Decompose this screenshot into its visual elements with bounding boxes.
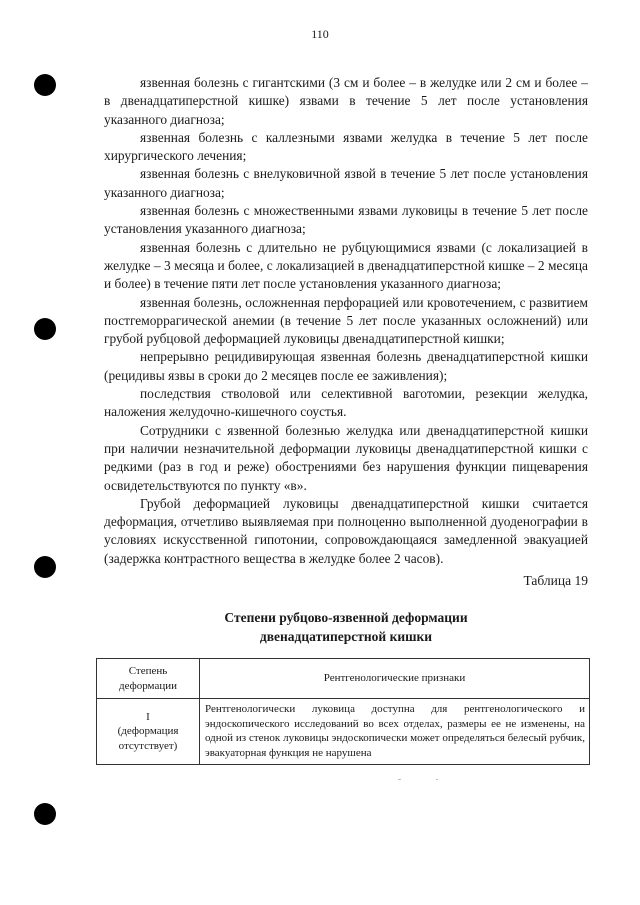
paragraph: язвенная болезнь с множественными язвами луковицы в течение 5 лет после установления указанного диагноза; (104, 203, 588, 237)
paragraph: язвенная болезнь с внелуковичной язвой в течение 5 лет после установления указанного диагноза; (104, 166, 588, 200)
paragraph: язвенная болезнь с длительно не рубцующимися язвами (с локализацией в желудке – 3 месяца и более, с локализацией в двенадцатиперстной кишке – 2 месяца и более) в течение пяти лет после установления указанного диагноза; (104, 239, 588, 292)
scan-mark (436, 779, 438, 780)
table-row (97, 699, 590, 765)
binder-hole (34, 556, 56, 578)
header-signs: Рентгенологические признаки (200, 659, 590, 699)
paragraph: язвенная болезнь, осложненная перфорацией или кровотечением, с развитием постгеморрагической анемии (в течение 5 лет после указанных осложнений) или грубой рубцовой деформацией луковицы двенадцатиперстной кишки; (104, 294, 588, 347)
degree-value: I (146, 710, 150, 723)
signs-cell: Рентгенологически луковица доступна для рентгенологического и эндоскопического исследований во всех отделах, размеры ее не изменены, на одной из стенок луковицы эндоскопически может определяться белесый рубчик, эвакуаторная функция не нарушена (200, 699, 590, 765)
binder-hole (34, 74, 56, 96)
header-degree: Степень деформации (97, 659, 200, 699)
table-title-line: двенадцатиперстной кишки (259, 629, 433, 644)
table-title-line: Степени рубцово-язвенной деформации (224, 610, 468, 625)
document-body (104, 74, 588, 568)
binder-hole (34, 803, 56, 825)
deformation-degrees-table (96, 658, 590, 765)
degree-cell (97, 699, 200, 765)
scan-mark (398, 779, 401, 780)
paragraph: язвенная болезнь с гигантскими (3 см и более – в желудке или 2 см и более – в двенадцатиперстной кишке) язвами в течение 5 лет после установления указанного диагноза; (104, 75, 588, 127)
paragraph: непрерывно рецидивирующая язвенная болезнь двенадцатиперстной кишки (рецидивы язвы в сроки до 2 месяцев после ее заживления); (104, 349, 588, 383)
paragraph: язвенная болезнь с каллезными язвами желудка в течение 5 лет после хирургического лечения; (104, 129, 588, 164)
table-title (104, 608, 588, 646)
paragraph: Сотрудники с язвенной болезнью желудка или двенадцатиперстной кишки при наличии незначительной деформации луковицы двенадцатиперстной кишки с редкими (раз в год и реже) обострениями без нарушения функции пищеварения освидетельствуются по пункту «в». (104, 422, 588, 493)
paragraph: Грубой деформацией луковицы двенадцатиперстной кишки считается деформация, отчетливо выявляемая при полноценно выполненной дуоденографии в условиях искусственной гипотонии, сопровождающаяся замедленной эвакуацией (задержка контрастного вещества в желудке более 2 часов). (104, 495, 588, 566)
table-header-row (97, 659, 590, 699)
page-number: 110 (311, 27, 329, 41)
binder-hole (34, 318, 56, 340)
degree-note: (деформация отсутствует) (117, 725, 179, 752)
paragraph: последствия стволовой или селективной ваготомии, резекции желудка, наложения желудочно-кишечного соустья. (104, 386, 588, 420)
table-label: Таблица 19 (523, 573, 588, 588)
